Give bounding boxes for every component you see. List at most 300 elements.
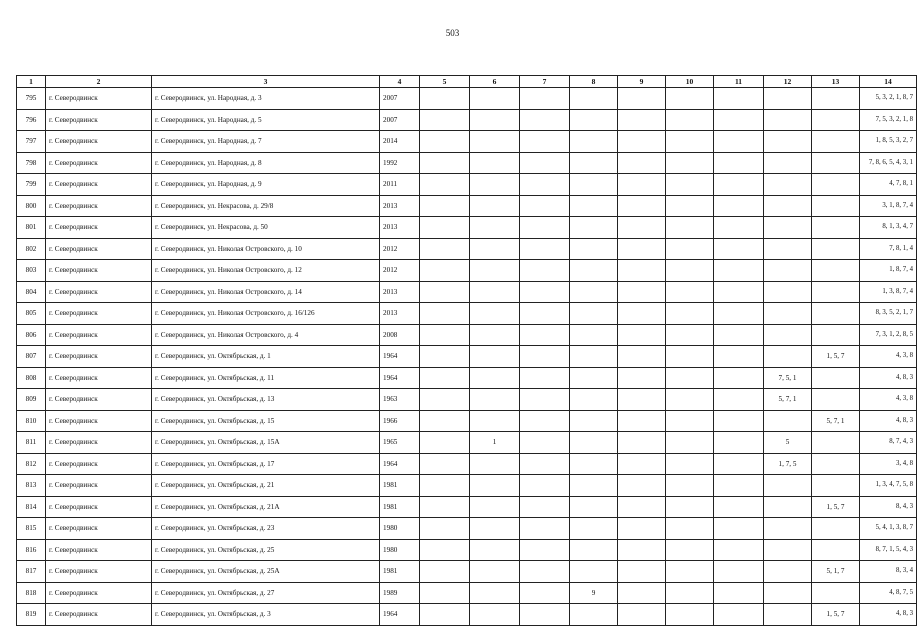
cell-col-7 <box>520 238 570 260</box>
column-header-10: 10 <box>666 76 714 88</box>
cell-col-5 <box>420 217 470 239</box>
cell-col-5 <box>420 539 470 561</box>
cell-col-2: г. Северодвинск <box>46 582 152 604</box>
cell-col-4: 2012 <box>380 238 420 260</box>
cell-col-12 <box>764 152 812 174</box>
cell-col-8 <box>570 238 618 260</box>
cell-col-14: 4, 7, 8, 1 <box>860 174 917 196</box>
cell-col-8 <box>570 432 618 454</box>
cell-col-13 <box>812 303 860 325</box>
cell-col-13: 5, 7, 1 <box>812 410 860 432</box>
cell-col-13 <box>812 131 860 153</box>
cell-col-9 <box>618 260 666 282</box>
cell-col-13 <box>812 109 860 131</box>
cell-col-6 <box>470 539 520 561</box>
cell-col-7 <box>520 582 570 604</box>
cell-col-8 <box>570 174 618 196</box>
cell-col-11 <box>714 131 764 153</box>
cell-col-2: г. Северодвинск <box>46 432 152 454</box>
cell-col-10 <box>666 475 714 497</box>
cell-col-4: 1965 <box>380 432 420 454</box>
page-number: 503 <box>445 28 460 38</box>
cell-col-11 <box>714 539 764 561</box>
table-container <box>16 75 913 626</box>
column-header-6: 6 <box>470 76 520 88</box>
cell-col-4: 1981 <box>380 561 420 583</box>
cell-col-8 <box>570 131 618 153</box>
cell-col-1: 801 <box>17 217 46 239</box>
cell-col-13 <box>812 475 860 497</box>
cell-col-14: 5, 3, 2, 1, 8, 7 <box>860 88 917 110</box>
cell-col-12 <box>764 410 812 432</box>
cell-col-6 <box>470 561 520 583</box>
cell-col-13: 1, 5, 7 <box>812 496 860 518</box>
cell-col-6 <box>470 109 520 131</box>
table-header <box>17 76 917 88</box>
cell-col-12 <box>764 281 812 303</box>
column-header-5: 5 <box>420 76 470 88</box>
cell-col-13 <box>812 281 860 303</box>
cell-col-9 <box>618 174 666 196</box>
cell-col-6 <box>470 260 520 282</box>
cell-col-7 <box>520 195 570 217</box>
cell-col-6 <box>470 174 520 196</box>
cell-col-9 <box>618 367 666 389</box>
cell-col-5 <box>420 518 470 540</box>
cell-col-14: 8, 1, 3, 4, 7 <box>860 217 917 239</box>
cell-col-10 <box>666 131 714 153</box>
cell-col-7 <box>520 152 570 174</box>
cell-col-7 <box>520 260 570 282</box>
cell-col-14: 8, 7, 1, 5, 4, 3 <box>860 539 917 561</box>
cell-col-6 <box>470 475 520 497</box>
cell-col-2: г. Северодвинск <box>46 346 152 368</box>
cell-col-14: 1, 8, 5, 3, 2, 7 <box>860 131 917 153</box>
cell-col-3: г. Северодвинск, ул. Николая Островского, д. 12 <box>152 260 380 282</box>
cell-col-6 <box>470 496 520 518</box>
cell-col-5 <box>420 109 470 131</box>
table-row <box>17 174 917 196</box>
cell-col-11 <box>714 303 764 325</box>
cell-col-3: г. Северодвинск, ул. Народная, д. 3 <box>152 88 380 110</box>
cell-col-9 <box>618 281 666 303</box>
cell-col-4: 2007 <box>380 88 420 110</box>
cell-col-1: 798 <box>17 152 46 174</box>
cell-col-13: 1, 5, 7 <box>812 346 860 368</box>
cell-col-4: 2008 <box>380 324 420 346</box>
cell-col-2: г. Северодвинск <box>46 539 152 561</box>
cell-col-5 <box>420 88 470 110</box>
cell-col-10 <box>666 453 714 475</box>
cell-col-14: 1, 3, 4, 7, 5, 8 <box>860 475 917 497</box>
cell-col-2: г. Северодвинск <box>46 152 152 174</box>
cell-col-1: 814 <box>17 496 46 518</box>
cell-col-7 <box>520 389 570 411</box>
cell-col-12 <box>764 109 812 131</box>
cell-col-11 <box>714 475 764 497</box>
cell-col-14: 4, 3, 8 <box>860 346 917 368</box>
cell-col-9 <box>618 389 666 411</box>
cell-col-3: г. Северодвинск, ул. Октябрьская, д. 25А <box>152 561 380 583</box>
table-row <box>17 582 917 604</box>
cell-col-8 <box>570 367 618 389</box>
cell-col-9 <box>618 217 666 239</box>
cell-col-2: г. Северодвинск <box>46 367 152 389</box>
cell-col-4: 2013 <box>380 303 420 325</box>
cell-col-1: 804 <box>17 281 46 303</box>
cell-col-14: 3, 1, 8, 7, 4 <box>860 195 917 217</box>
cell-col-1: 797 <box>17 131 46 153</box>
cell-col-5 <box>420 561 470 583</box>
cell-col-8 <box>570 604 618 626</box>
cell-col-3: г. Северодвинск, ул. Октябрьская, д. 13 <box>152 389 380 411</box>
cell-col-4: 2011 <box>380 174 420 196</box>
cell-col-14: 3, 4, 8 <box>860 453 917 475</box>
cell-col-6 <box>470 346 520 368</box>
cell-col-9 <box>618 432 666 454</box>
cell-col-7 <box>520 174 570 196</box>
cell-col-1: 796 <box>17 109 46 131</box>
table-row <box>17 303 917 325</box>
cell-col-13 <box>812 195 860 217</box>
cell-col-5 <box>420 238 470 260</box>
cell-col-1: 806 <box>17 324 46 346</box>
cell-col-5 <box>420 152 470 174</box>
cell-col-9 <box>618 518 666 540</box>
cell-col-10 <box>666 561 714 583</box>
column-header-12: 12 <box>764 76 812 88</box>
cell-col-7 <box>520 496 570 518</box>
cell-col-9 <box>618 453 666 475</box>
cell-col-6 <box>470 604 520 626</box>
cell-col-4: 2014 <box>380 131 420 153</box>
cell-col-12 <box>764 238 812 260</box>
cell-col-11 <box>714 604 764 626</box>
data-table <box>16 75 917 626</box>
cell-col-7 <box>520 410 570 432</box>
cell-col-4: 1964 <box>380 604 420 626</box>
cell-col-11 <box>714 195 764 217</box>
cell-col-13 <box>812 432 860 454</box>
table-row <box>17 238 917 260</box>
cell-col-5 <box>420 475 470 497</box>
cell-col-9 <box>618 582 666 604</box>
cell-col-12: 7, 5, 1 <box>764 367 812 389</box>
cell-col-6: 1 <box>470 432 520 454</box>
cell-col-9 <box>618 195 666 217</box>
cell-col-2: г. Северодвинск <box>46 195 152 217</box>
cell-col-8 <box>570 324 618 346</box>
cell-col-12 <box>764 174 812 196</box>
cell-col-1: 802 <box>17 238 46 260</box>
cell-col-2: г. Северодвинск <box>46 88 152 110</box>
cell-col-8 <box>570 561 618 583</box>
cell-col-7 <box>520 303 570 325</box>
table-row <box>17 561 917 583</box>
table-row <box>17 539 917 561</box>
cell-col-10 <box>666 109 714 131</box>
cell-col-13 <box>812 238 860 260</box>
cell-col-4: 2012 <box>380 260 420 282</box>
cell-col-3: г. Северодвинск, ул. Народная, д. 5 <box>152 109 380 131</box>
cell-col-13 <box>812 518 860 540</box>
cell-col-14: 4, 8, 3 <box>860 410 917 432</box>
cell-col-11 <box>714 367 764 389</box>
cell-col-5 <box>420 346 470 368</box>
table-body <box>17 88 917 626</box>
cell-col-6 <box>470 410 520 432</box>
cell-col-3: г. Северодвинск, ул. Октябрьская, д. 15 <box>152 410 380 432</box>
cell-col-11 <box>714 582 764 604</box>
cell-col-1: 805 <box>17 303 46 325</box>
cell-col-6 <box>470 238 520 260</box>
cell-col-6 <box>470 195 520 217</box>
cell-col-10 <box>666 410 714 432</box>
header-row <box>17 76 917 88</box>
table-row <box>17 410 917 432</box>
cell-col-10 <box>666 238 714 260</box>
cell-col-4: 1963 <box>380 389 420 411</box>
cell-col-9 <box>618 410 666 432</box>
cell-col-10 <box>666 582 714 604</box>
cell-col-5 <box>420 367 470 389</box>
cell-col-3: г. Северодвинск, ул. Октябрьская, д. 21А <box>152 496 380 518</box>
cell-col-6 <box>470 88 520 110</box>
cell-col-2: г. Северодвинск <box>46 131 152 153</box>
cell-col-11 <box>714 174 764 196</box>
cell-col-5 <box>420 260 470 282</box>
cell-col-1: 813 <box>17 475 46 497</box>
cell-col-12 <box>764 217 812 239</box>
cell-col-13 <box>812 88 860 110</box>
cell-col-8 <box>570 496 618 518</box>
cell-col-13 <box>812 324 860 346</box>
column-header-9: 9 <box>618 76 666 88</box>
cell-col-1: 817 <box>17 561 46 583</box>
cell-col-3: г. Северодвинск, ул. Николая Островского, д. 14 <box>152 281 380 303</box>
cell-col-3: г. Северодвинск, ул. Октябрьская, д. 27 <box>152 582 380 604</box>
cell-col-6 <box>470 367 520 389</box>
cell-col-12 <box>764 346 812 368</box>
cell-col-3: г. Северодвинск, ул. Некрасова, д. 50 <box>152 217 380 239</box>
cell-col-5 <box>420 604 470 626</box>
cell-col-14: 7, 8, 1, 4 <box>860 238 917 260</box>
cell-col-11 <box>714 432 764 454</box>
cell-col-8 <box>570 475 618 497</box>
cell-col-9 <box>618 604 666 626</box>
cell-col-2: г. Северодвинск <box>46 389 152 411</box>
cell-col-12 <box>764 131 812 153</box>
cell-col-6 <box>470 152 520 174</box>
cell-col-12 <box>764 260 812 282</box>
cell-col-14: 8, 3, 5, 2, 1, 7 <box>860 303 917 325</box>
table-row <box>17 453 917 475</box>
cell-col-4: 1981 <box>380 475 420 497</box>
cell-col-14: 4, 8, 3 <box>860 367 917 389</box>
cell-col-7 <box>520 324 570 346</box>
cell-col-12 <box>764 475 812 497</box>
cell-col-10 <box>666 324 714 346</box>
cell-col-7 <box>520 475 570 497</box>
table-row <box>17 195 917 217</box>
cell-col-1: 808 <box>17 367 46 389</box>
column-header-8: 8 <box>570 76 618 88</box>
column-header-3: 3 <box>152 76 380 88</box>
cell-col-5 <box>420 303 470 325</box>
cell-col-10 <box>666 389 714 411</box>
cell-col-14: 4, 3, 8 <box>860 389 917 411</box>
cell-col-4: 2013 <box>380 217 420 239</box>
cell-col-14: 7, 8, 6, 5, 4, 3, 1 <box>860 152 917 174</box>
cell-col-1: 807 <box>17 346 46 368</box>
cell-col-10 <box>666 367 714 389</box>
cell-col-4: 1964 <box>380 367 420 389</box>
cell-col-3: г. Северодвинск, ул. Николая Островского, д. 4 <box>152 324 380 346</box>
cell-col-9 <box>618 539 666 561</box>
table-row <box>17 260 917 282</box>
cell-col-1: 811 <box>17 432 46 454</box>
cell-col-9 <box>618 238 666 260</box>
cell-col-12 <box>764 88 812 110</box>
cell-col-14: 1, 8, 7, 4 <box>860 260 917 282</box>
cell-col-10 <box>666 496 714 518</box>
cell-col-7 <box>520 561 570 583</box>
cell-col-7 <box>520 346 570 368</box>
cell-col-7 <box>520 432 570 454</box>
cell-col-9 <box>618 561 666 583</box>
cell-col-10 <box>666 303 714 325</box>
cell-col-1: 816 <box>17 539 46 561</box>
cell-col-10 <box>666 346 714 368</box>
cell-col-10 <box>666 174 714 196</box>
cell-col-5 <box>420 324 470 346</box>
cell-col-10 <box>666 539 714 561</box>
cell-col-6 <box>470 324 520 346</box>
cell-col-4: 1981 <box>380 496 420 518</box>
cell-col-1: 812 <box>17 453 46 475</box>
cell-col-9 <box>618 346 666 368</box>
cell-col-10 <box>666 88 714 110</box>
cell-col-5 <box>420 453 470 475</box>
table-row <box>17 88 917 110</box>
cell-col-6 <box>470 389 520 411</box>
cell-col-6 <box>470 453 520 475</box>
cell-col-13 <box>812 174 860 196</box>
cell-col-13 <box>812 217 860 239</box>
cell-col-5 <box>420 389 470 411</box>
cell-col-9 <box>618 324 666 346</box>
cell-col-7 <box>520 281 570 303</box>
cell-col-6 <box>470 281 520 303</box>
cell-col-8 <box>570 217 618 239</box>
table-row <box>17 281 917 303</box>
cell-col-11 <box>714 109 764 131</box>
table-row <box>17 152 917 174</box>
cell-col-11 <box>714 324 764 346</box>
cell-col-11 <box>714 217 764 239</box>
cell-col-8 <box>570 453 618 475</box>
cell-col-8 <box>570 152 618 174</box>
cell-col-10 <box>666 432 714 454</box>
cell-col-3: г. Северодвинск, ул. Народная, д. 9 <box>152 174 380 196</box>
cell-col-4: 1980 <box>380 539 420 561</box>
cell-col-1: 803 <box>17 260 46 282</box>
cell-col-3: г. Северодвинск, ул. Народная, д. 8 <box>152 152 380 174</box>
cell-col-2: г. Северодвинск <box>46 453 152 475</box>
cell-col-10 <box>666 152 714 174</box>
cell-col-3: г. Северодвинск, ул. Октябрьская, д. 21 <box>152 475 380 497</box>
cell-col-8 <box>570 389 618 411</box>
cell-col-2: г. Северодвинск <box>46 281 152 303</box>
cell-col-2: г. Северодвинск <box>46 324 152 346</box>
cell-col-13 <box>812 367 860 389</box>
cell-col-4: 1964 <box>380 346 420 368</box>
cell-col-2: г. Северодвинск <box>46 217 152 239</box>
cell-col-12: 5, 7, 1 <box>764 389 812 411</box>
table-row <box>17 389 917 411</box>
cell-col-2: г. Северодвинск <box>46 604 152 626</box>
cell-col-5 <box>420 582 470 604</box>
cell-col-8 <box>570 518 618 540</box>
table-row <box>17 217 917 239</box>
column-header-14: 14 <box>860 76 917 88</box>
cell-col-5 <box>420 432 470 454</box>
cell-col-11 <box>714 260 764 282</box>
cell-col-2: г. Северодвинск <box>46 410 152 432</box>
cell-col-5 <box>420 174 470 196</box>
cell-col-3: г. Северодвинск, ул. Октябрьская, д. 23 <box>152 518 380 540</box>
cell-col-3: г. Северодвинск, ул. Октябрьская, д. 25 <box>152 539 380 561</box>
cell-col-14: 7, 5, 3, 2, 1, 8 <box>860 109 917 131</box>
cell-col-2: г. Северодвинск <box>46 518 152 540</box>
cell-col-3: г. Северодвинск, ул. Николая Островского, д. 10 <box>152 238 380 260</box>
cell-col-12 <box>764 303 812 325</box>
cell-col-1: 819 <box>17 604 46 626</box>
cell-col-1: 795 <box>17 88 46 110</box>
cell-col-12 <box>764 496 812 518</box>
cell-col-12: 1, 7, 5 <box>764 453 812 475</box>
cell-col-6 <box>470 303 520 325</box>
column-header-2: 2 <box>46 76 152 88</box>
cell-col-2: г. Северодвинск <box>46 260 152 282</box>
table-row <box>17 475 917 497</box>
cell-col-7 <box>520 604 570 626</box>
cell-col-11 <box>714 410 764 432</box>
table-row <box>17 109 917 131</box>
cell-col-3: г. Северодвинск, ул. Октябрьская, д. 1 <box>152 346 380 368</box>
cell-col-7 <box>520 453 570 475</box>
cell-col-2: г. Северодвинск <box>46 303 152 325</box>
cell-col-12: 5 <box>764 432 812 454</box>
cell-col-14: 4, 8, 3 <box>860 604 917 626</box>
cell-col-4: 1964 <box>380 453 420 475</box>
cell-col-2: г. Северодвинск <box>46 561 152 583</box>
cell-col-12 <box>764 539 812 561</box>
cell-col-3: г. Северодвинск, ул. Октябрьская, д. 11 <box>152 367 380 389</box>
cell-col-1: 800 <box>17 195 46 217</box>
cell-col-6 <box>470 131 520 153</box>
cell-col-3: г. Северодвинск, ул. Октябрьская, д. 3 <box>152 604 380 626</box>
cell-col-6 <box>470 518 520 540</box>
cell-col-2: г. Северодвинск <box>46 496 152 518</box>
cell-col-1: 818 <box>17 582 46 604</box>
cell-col-8 <box>570 346 618 368</box>
cell-col-7 <box>520 539 570 561</box>
cell-col-1: 810 <box>17 410 46 432</box>
cell-col-12 <box>764 604 812 626</box>
cell-col-9 <box>618 496 666 518</box>
cell-col-7 <box>520 109 570 131</box>
